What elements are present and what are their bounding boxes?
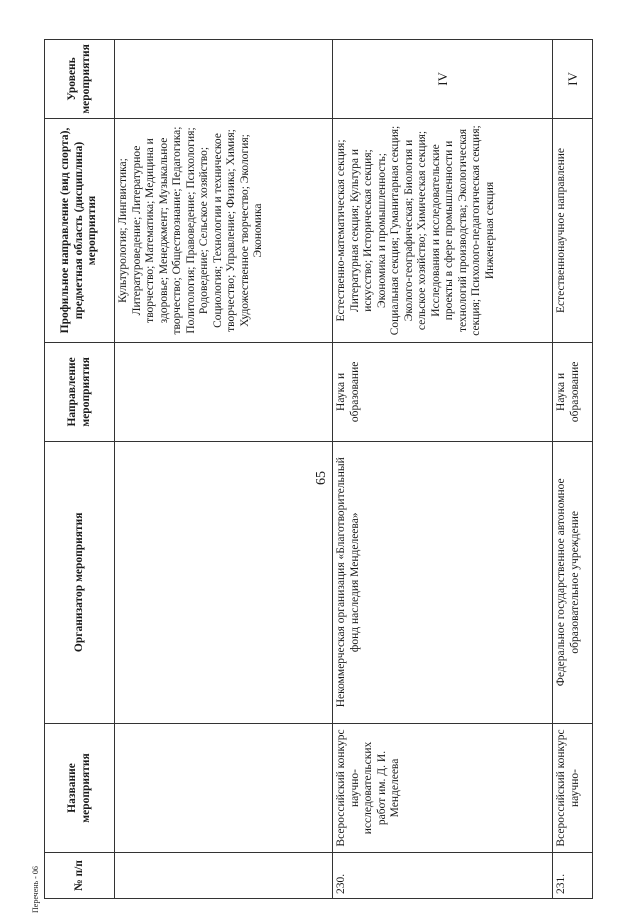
header-num: № п/п bbox=[45, 853, 115, 899]
cell-profile: Естественно-математическая секция; Литературная секция; Культура и искусство; Историческая секция; Экономика и промышленность; Социальная секция; Гуманитарная секция; Эколого-географическая; Биология и сельское хозяйство; Химическая секция; Исследования и исследовательские проекты в сфере промышленности и технологий производства; Экологическая секция; Психолого-педагогическая секция; Инженерная секция bbox=[333, 118, 553, 342]
cell-level: IV bbox=[553, 40, 593, 119]
table-header-row bbox=[45, 40, 115, 899]
cell-profile: Культурология; Лингвистика; Литературоведение; Литературное творчество; Математика; Медицина и здоровье; Менеджмент; Музыкальное творчество; Обществознание; Педагогика; Политология; Правоведение; Психология; Родоведение; Сельское хозяйство; Социология; Технологии и техническое творчество; Управление; Физика; Химия; Художественное творчество; Экология; Экономика bbox=[115, 118, 333, 342]
header-name: Название мероприятия bbox=[45, 723, 115, 852]
cell-organizer: Некоммерческая организация «Благотворительный фонд наследия Менделеева» bbox=[333, 441, 553, 723]
cell-profile: Естественнонаучное направление bbox=[553, 118, 593, 342]
header-direction: Направление мероприятия bbox=[45, 343, 115, 441]
footer-note: Перечень - 06 bbox=[31, 866, 40, 913]
table-row bbox=[115, 40, 333, 899]
cell-level: IV bbox=[333, 40, 553, 119]
events-table bbox=[44, 39, 593, 899]
cell-direction: Наука и образование bbox=[553, 343, 593, 441]
cell-num: 231. bbox=[553, 853, 593, 899]
cell-name: Всероссийский конкурс научно-исследовательских работ им. Д. И. Менделеева bbox=[333, 723, 553, 852]
header-profile: Профильное направление (вид спорта), предметная область (дисциплина) мероприятия bbox=[45, 118, 115, 342]
events-table-container bbox=[44, 39, 594, 899]
cell-organizer bbox=[115, 441, 333, 723]
cell-name: Всероссийский конкурс научно- bbox=[553, 723, 593, 852]
header-level: Уровень мероприятия bbox=[45, 40, 115, 119]
table-row bbox=[333, 40, 553, 899]
rotated-table-wrapper bbox=[44, 39, 594, 899]
cell-direction bbox=[115, 343, 333, 441]
cell-level bbox=[115, 40, 333, 119]
cell-num bbox=[115, 853, 333, 899]
cell-num: 230. bbox=[333, 853, 553, 899]
cell-direction: Наука и образование bbox=[333, 343, 553, 441]
cell-name bbox=[115, 723, 333, 852]
cell-organizer: Федеральное государственное автономное образовательное учреждение bbox=[553, 441, 593, 723]
page-number: 65 bbox=[314, 471, 329, 485]
header-organizer: Организатор мероприятия bbox=[45, 441, 115, 723]
table-row bbox=[553, 40, 593, 899]
